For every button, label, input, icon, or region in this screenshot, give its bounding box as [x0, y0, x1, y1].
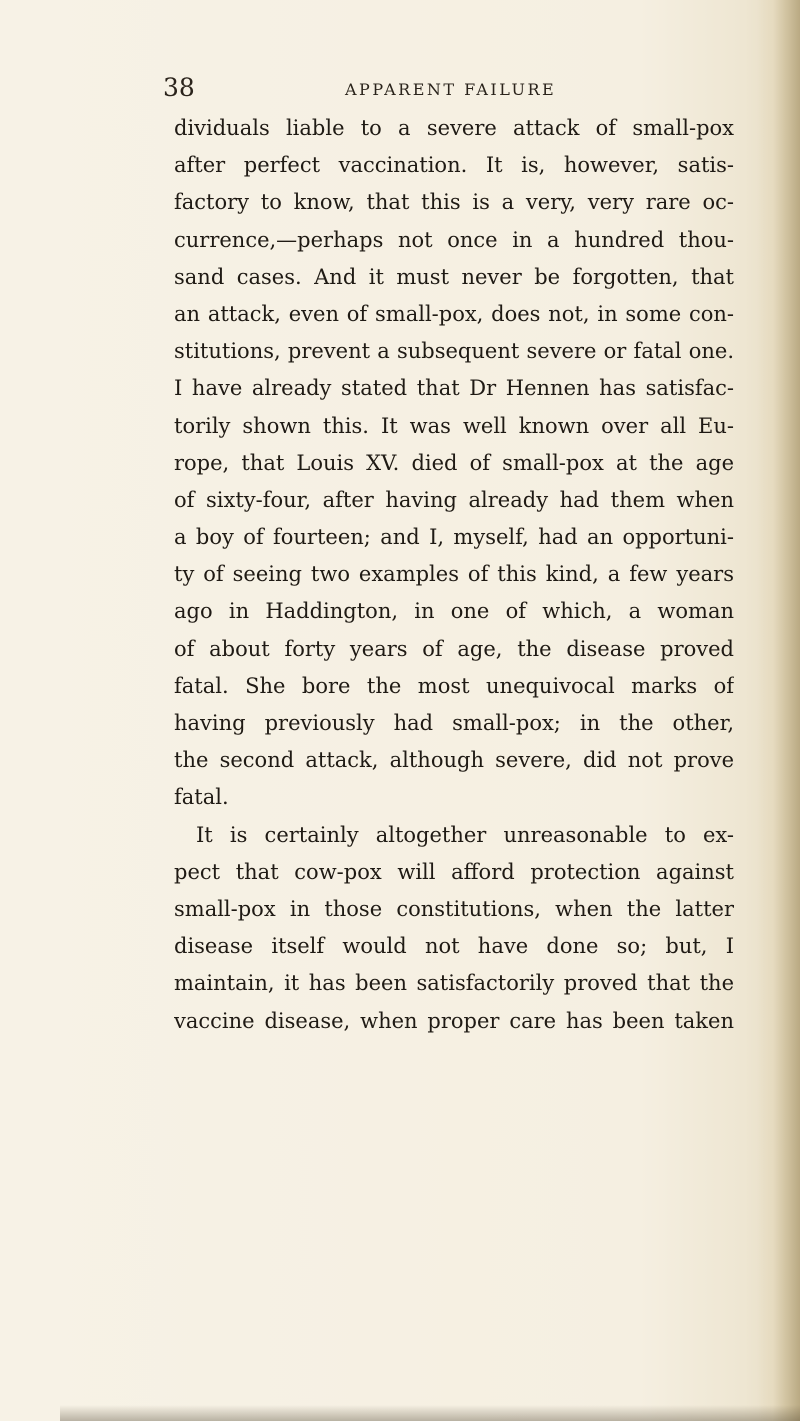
text-line: pect that cow-pox will afford protection against — [174, 859, 734, 884]
text-line: fatal. She bore the most unequivocal marks of — [174, 673, 734, 698]
page-edge-shadow — [758, 0, 800, 1421]
text-line: ago in Haddington, in one of which, a woman — [174, 599, 734, 624]
running-head: APPARENT FAILURE — [345, 80, 557, 99]
text-line: ty of seeing two examples of this kind, a few years — [174, 562, 734, 587]
text-line: the second attack, although severe, did not prove — [174, 748, 734, 773]
text-line: maintain, it has been satisfactorily proved that the — [174, 971, 734, 996]
text-line: sand cases. And it must never be forgotten, that — [174, 264, 734, 289]
text-line: of about forty years of age, the disease proved — [174, 636, 734, 661]
text-line: It is certainly altogether unreasonable to ex- — [196, 822, 734, 847]
text-line: a boy of fourteen; and I, myself, had an opportuni- — [174, 525, 734, 550]
text-line: dividuals liable to a severe attack of small-pox — [174, 116, 734, 140]
text-line: fatal. — [174, 785, 229, 810]
text-line: stitutions, prevent a subsequent severe or fatal one. — [174, 339, 734, 364]
text-line: currence,—perhaps not once in a hundred thou- — [174, 227, 734, 252]
text-line: after perfect vaccination. It is, however, satis- — [174, 153, 734, 178]
text-line: vaccine disease, when proper care has been taken — [174, 1008, 734, 1033]
text-line: an attack, even of small-pox, does not, in some con- — [174, 301, 734, 326]
text-line: I have already stated that Dr Hennen has satisfac- — [174, 376, 734, 401]
page-number: 38 — [163, 73, 195, 102]
page-bottom-shadow — [60, 1405, 800, 1421]
text-line: torily shown this. It was well known over all Eu- — [174, 413, 734, 438]
text-line: disease itself would not have done so; but, I — [174, 934, 734, 959]
text-line: rope, that Louis XV. died of small-pox at the age — [174, 450, 734, 475]
text-line: of sixty-four, after having already had them when — [174, 487, 734, 512]
body-text — [174, 110, 734, 1040]
text-line: having previously had small-pox; in the other, — [174, 711, 734, 735]
text-line: small-pox in those constitutions, when the latter — [174, 896, 734, 921]
text-line: factory to know, that this is a very, very rare oc- — [174, 190, 734, 215]
